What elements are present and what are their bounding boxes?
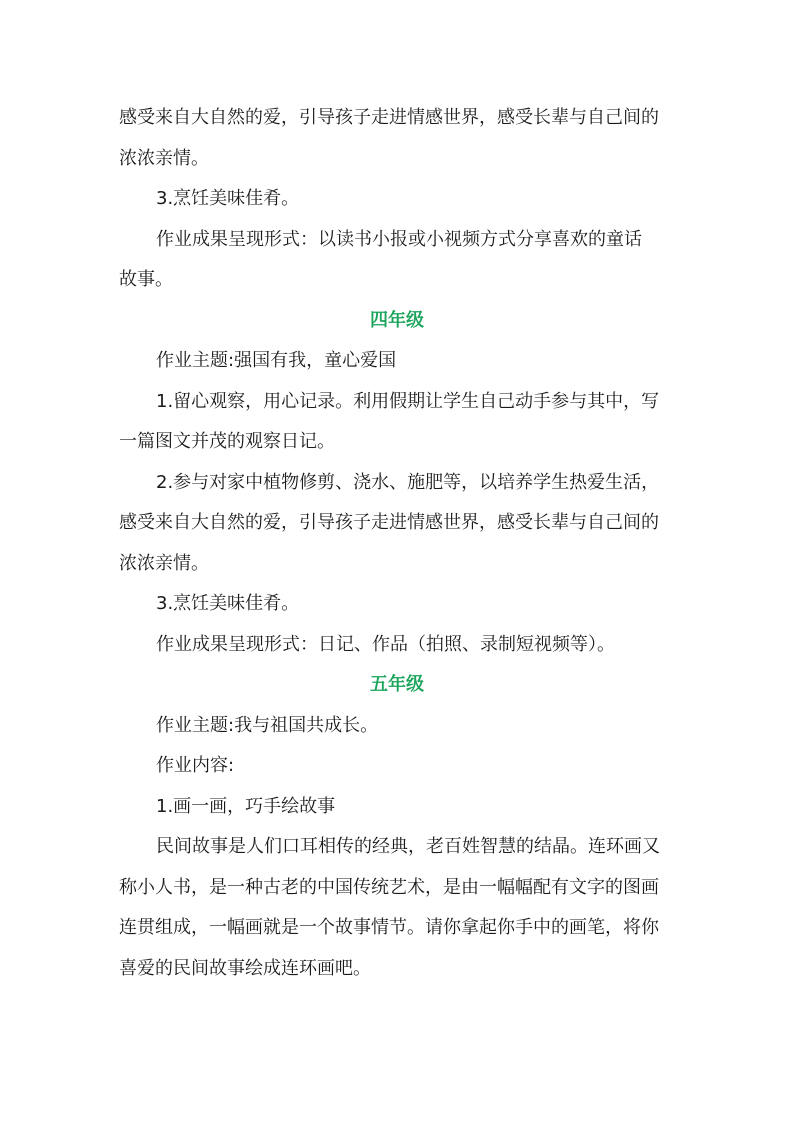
paragraph-line: 作业成果呈现形式：以读书小报或小视频方式分享喜欢的童话 xyxy=(156,228,642,250)
section-heading-grade-5: 五年级 xyxy=(370,674,424,695)
list-item: 1.画一画，巧手绘故事 xyxy=(156,795,336,817)
document-page xyxy=(119,98,675,989)
paragraph-line: 作业成果呈现形式：日记、作品（拍照、录制短视频等）。 xyxy=(156,633,615,655)
paragraph-line: 一篇图文并茂的观察日记。 xyxy=(119,431,335,452)
section-heading-grade-4: 四年级 xyxy=(370,309,424,331)
paragraph-line: 作业主题:强国有我，童心爱国 xyxy=(156,350,397,371)
paragraph-line: 感受来自大自然的爱，引导孩子走进情感世界，感受长辈与自己间的 xyxy=(119,107,659,128)
list-item: 3.烹饪美味佳肴。 xyxy=(156,593,300,614)
paragraph-line: 作业内容: xyxy=(156,755,235,776)
paragraph-line: 故事。 xyxy=(119,269,173,290)
paragraph-line: 称小人书，是一种古老的中国传统艺术，是由一幅幅配有文字的图画 xyxy=(119,876,659,898)
paragraph-line: 喜爱的民间故事绘成连环画吧。 xyxy=(119,957,371,979)
paragraph-line: 浓浓亲情。 xyxy=(119,552,209,574)
list-item: 3.烹饪美味佳肴。 xyxy=(156,188,300,209)
paragraph-line: 连贯组成，一幅画就是一个故事情节。请你拿起你手中的画笔，将你 xyxy=(119,917,659,938)
paragraph-line: 民间故事是人们口耳相传的经典，老百姓智慧的结晶。连环画又 xyxy=(156,836,660,857)
paragraph-line: 浓浓亲情。 xyxy=(119,147,209,169)
paragraph-line: 作业主题:我与祖国共成长。 xyxy=(156,714,379,736)
paragraph-line: 感受来自大自然的爱，引导孩子走进情感世界，感受长辈与自己间的 xyxy=(119,512,659,533)
list-item: 2.参与对家中植物修剪、浇水、施肥等，以培养学生热爱生活， xyxy=(156,471,660,493)
list-item: 1.留心观察，用心记录。利用假期让学生自己动手参与其中，写 xyxy=(156,390,660,412)
